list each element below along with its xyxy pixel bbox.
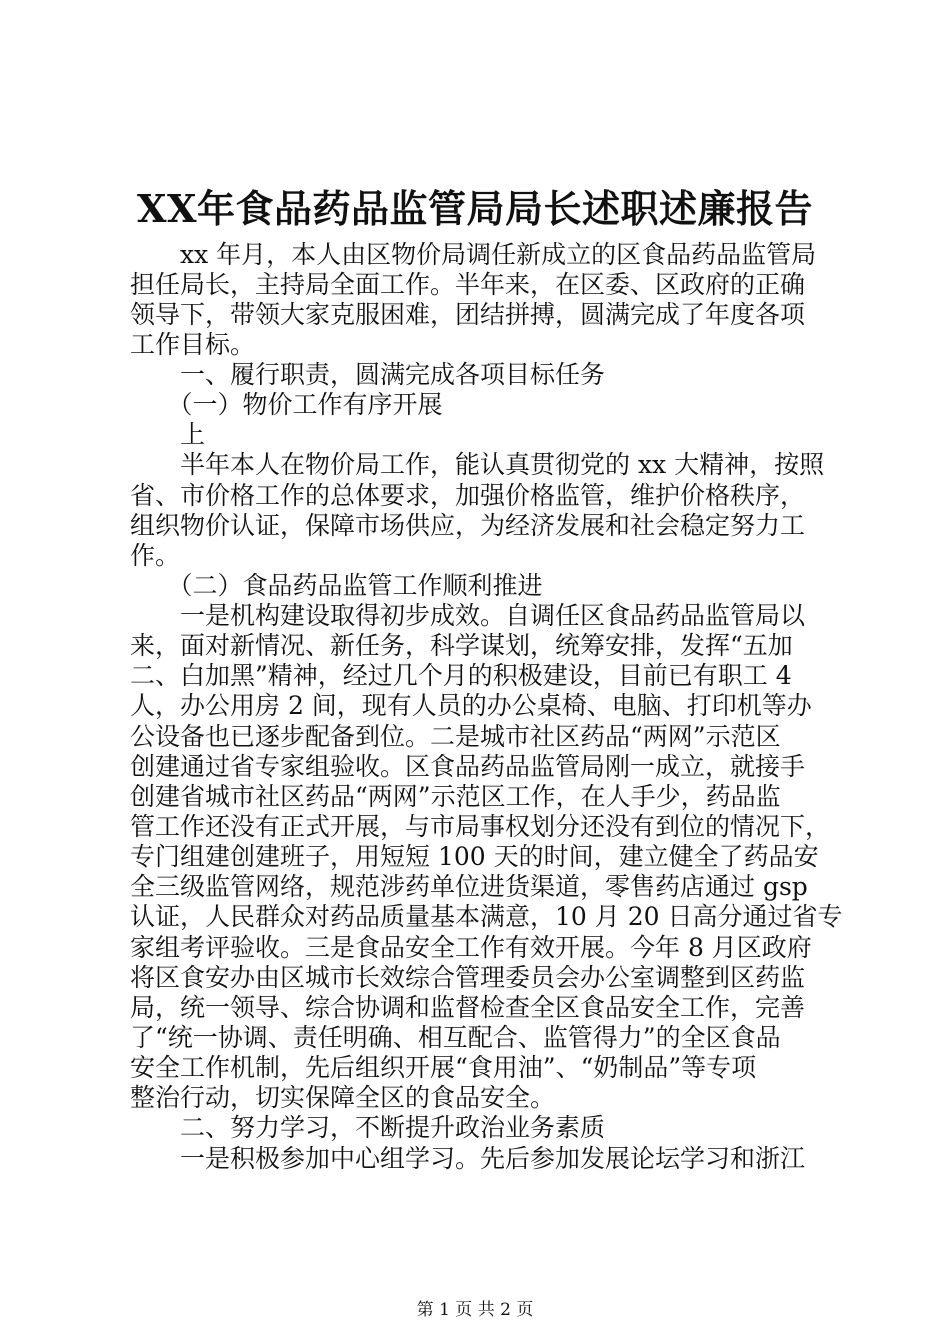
body-line: 省、市价格工作的总体要求，加强价格监管，维护价格秩序， [130,481,806,510]
body-line: 将区食安办由区城市长效综合管理委员会办公室调整到区药监 [130,963,806,992]
body-line: 二、白加黑”精神，经过几个月的积极建设，目前已有职工 4 [130,661,792,690]
body-line: xx 年月，本人由区物价局调任新成立的区食品药品监管局 [130,240,817,269]
subsection-heading: （一）物价工作有序开展 [130,390,443,419]
body-line: 认证，人民群众对药品质量基本满意，10 月 20 日高分通过省专 [130,902,843,931]
body-line: 作。 [130,541,181,570]
document-title: XX年食品药品监管局局长述职述廉报告 [137,186,813,231]
body-line: 公设备也已逐步配备到位。二是城市社区药品“两网”示范区 [130,722,781,751]
body-line: 家组考评验收。三是食品安全工作有效开展。今年 8 月区政府 [130,933,812,962]
body-line: 来，面对新情况、新任务，科学谋划，统筹安排，发挥“五加 [130,631,793,660]
body-line: 一是积极参加中心组学习。先后参加发展论坛学习和浙江 [130,1144,806,1173]
body-line: 整治行动，切实保障全区的食品安全。 [130,1083,556,1112]
body-line: 领导下，带领大家克服困难，团结拼搏，圆满完成了年度各项 [130,300,806,329]
body-line: 人，办公用房 2 间，现有人员的办公桌椅、电脑、打印机等办 [130,691,812,720]
body-line: 全三级监管网络，规范涉药单位进货渠道，零售药店通过 gsp [130,872,808,901]
body-line: 上 [130,420,206,449]
body-line: 半年本人在物价局工作，能认真贯彻党的 xx 大精神，按照 [130,450,825,479]
body-line: 专门组建创建班子，用短短 100 天的时间，建立健全了药品安 [130,842,819,871]
body-line: 担任局长，主持局全面工作。半年来，在区委、区政府的正确 [130,270,806,299]
body-line: 安全工作机制，先后组织开展“食用油”、“奶制品”等专项 [130,1053,757,1082]
body-line: 了“统一协调、责任明确、相互配合、监管得力”的全区食品 [130,1023,781,1052]
body-line: 创建省城市社区药品“两网”示范区工作，在人手少，药品监 [130,782,781,811]
body-line: 管工作还没有正式开展，与市局事权划分还没有到位的情况下， [130,812,831,841]
section-heading: 一、履行职责，圆满完成各项目标任务 [130,360,606,389]
body-line: 一是机构建设取得初步成效。自调任区食品药品监管局以 [130,601,806,630]
body-line: 组织物价认证，保障市场供应，为经济发展和社会稳定努力工 [130,511,806,540]
section-heading: 二、努力学习，不断提升政治业务素质 [130,1113,606,1142]
body-line: 局，统一领导、综合协调和监督检查全区食品安全工作，完善 [130,993,806,1022]
body-line: 工作目标。 [130,330,256,359]
body-line: 创建通过省专家组验收。区食品药品监管局刚一成立，就接手 [130,752,806,781]
page-footer: 第 1 页 共 2 页 [416,1300,534,1320]
subsection-heading: （二）食品药品监管工作顺利推进 [130,571,543,600]
